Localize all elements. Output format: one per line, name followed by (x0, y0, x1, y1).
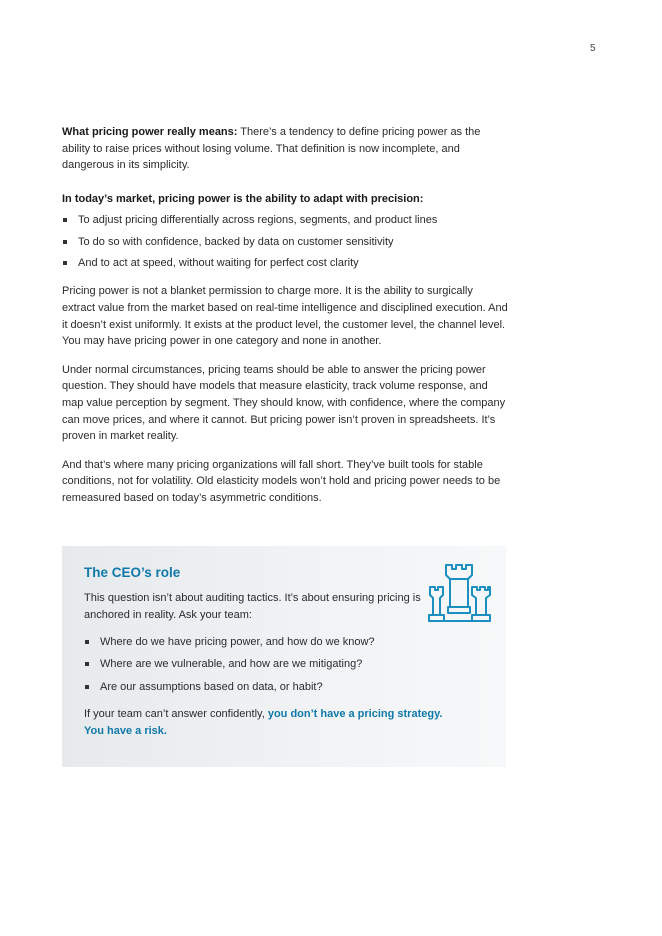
list-item: And to act at speed, without waiting for perfect cost clarity (62, 255, 508, 272)
intro-text: There’s a tendency to define pricing power as the ability to raise prices without losing volume. That definition is now incomplete, and dangerous in its simplicity. (62, 126, 481, 172)
list-item: Are our assumptions based on data, or habit? (84, 679, 494, 696)
closing-accent-strategy: you don’t have a pricing strategy. (267, 708, 443, 721)
callout-title: The CEO’s role (84, 565, 181, 580)
precision-heading: In today’s market, pricing power is the ability to adapt with precision: (62, 192, 424, 205)
list-item: To do so with confidence, backed by data on customer sensitivity (62, 234, 508, 251)
callout-questions (84, 634, 494, 695)
list-item: Where do we have pricing power, and how do we know? (84, 634, 494, 651)
callout-lead: This question isn’t about auditing tactics. It’s about ensuring pricing is anchored in reality. Ask your team: (84, 592, 421, 621)
precision-list (62, 212, 508, 271)
main-content (62, 124, 508, 506)
chess-rook-castle-icon (428, 563, 492, 625)
body-paragraph-blanket-permission: Pricing power is not a blanket permission to charge more. It is the ability to surgically extract value from the market based on real-time intelligence and disciplined execution. And it doesn’t exist uniformly. It exists at the product level, the customer level, the channel level. You may have pricing power in one category and none in another. (62, 285, 508, 348)
callout-closing (84, 706, 494, 739)
closing-text: If your team can’t answer confidently, (84, 708, 268, 721)
intro-paragraph (62, 124, 508, 174)
body-paragraph-fall-short: And that’s where many pricing organizations will fall short. They’ve built tools for stable conditions, not for volatility. Old elasticity models won’t hold and pricing power needs to be remeasured based on today’s asymmetric conditions. (62, 458, 501, 504)
list-item: Where are we vulnerable, and how are we mitigating? (84, 656, 494, 673)
closing-accent-risk: You have a risk. (84, 724, 167, 737)
list-item: To adjust pricing differentially across regions, segments, and product lines (62, 212, 508, 229)
page-number: 5 (590, 43, 596, 54)
body-paragraph-normal-circumstances: Under normal circumstances, pricing teams should be able to answer the pricing power question. They should have models that measure elasticity, track volume response, and map value perception by segment. They should know, with confidence, where the company can move prices, and where it cannot. But pricing power isn’t proven in spreadsheets. It’s proven in market reality. (62, 363, 506, 443)
intro-bold-lead: What pricing power really means: (62, 126, 238, 138)
